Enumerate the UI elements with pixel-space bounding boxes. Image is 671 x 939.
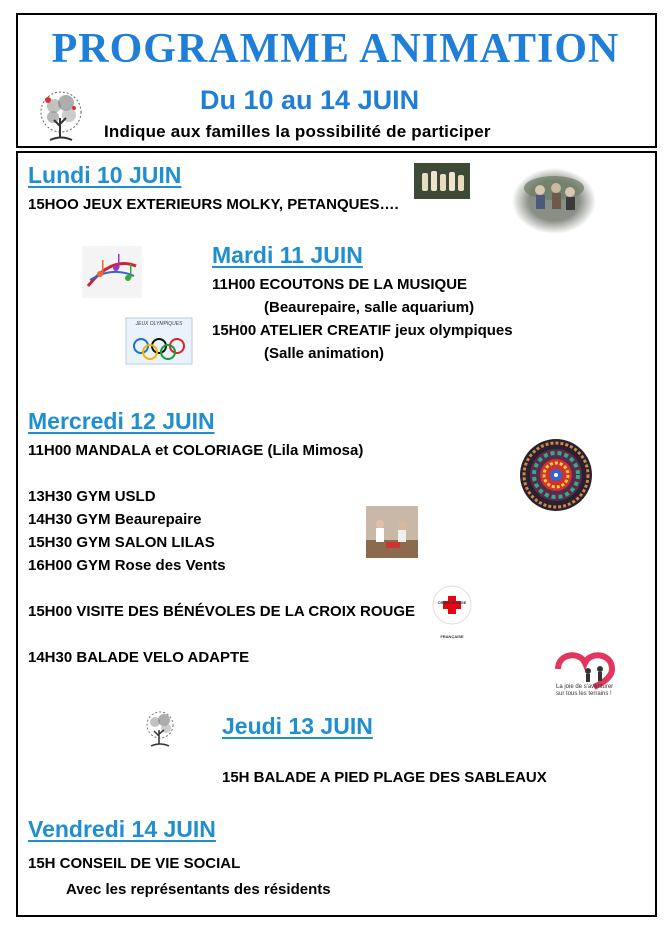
wednesday-event-red-cross: 15H00 VISITE DES BÉNÉVOLES DE LA CROIX ROUGE <box>28 603 416 620</box>
tree-logo-icon <box>36 88 86 148</box>
petanque-photo-icon <box>512 168 596 234</box>
tree-small-icon <box>142 710 178 750</box>
tuesday-event-craft-place: (Salle animation) <box>264 345 385 362</box>
friday-event-council-detail: Avec les représentants des résidents <box>66 881 331 898</box>
wednesday-event-gym-beaurepaire: 14H30 GYM Beaurepaire <box>28 511 202 528</box>
day-thursday-heading: Jeudi 13 JUIN <box>222 713 373 739</box>
gym-photo-icon <box>366 506 418 558</box>
wednesday-event-mandala: 11H00 MANDALA et COLORIAGE (Lila Mimosa) <box>28 442 364 459</box>
friday-event-council: 15H CONSEIL DE VIE SOCIAL <box>28 855 241 872</box>
tuesday-event-music-place: (Beaurepaire, salle aquarium) <box>264 299 475 316</box>
wednesday-event-gym-lilas: 15H30 GYM SALON LILAS <box>28 534 215 551</box>
olympic-card-text: JEUX OLYMPIQUES <box>135 321 183 327</box>
day-friday-heading: Vendredi 14 JUIN <box>28 816 216 842</box>
tuesday-event-craft: 15H00 ATELIER CREATIF jeux olympiques <box>212 322 513 339</box>
page-subtitle: Du 10 au 14 JUIN <box>200 85 420 115</box>
monday-event: 15HOO JEUX EXTERIEURS MOLKY, PETANQUES…. <box>28 196 399 213</box>
day-wednesday-heading: Mercredi 12 JUIN <box>28 408 215 434</box>
thursday-event-walk: 15H BALADE A PIED PLAGE DES SABLEAUX <box>222 769 547 786</box>
day-tuesday-heading: Mardi 11 JUIN <box>212 242 363 268</box>
music-notes-icon <box>82 246 142 298</box>
tuesday-event-music: 11H00 ECOUTONS DE LA MUSIQUE <box>212 276 468 293</box>
wednesday-event-velo: 14H30 BALADE VELO ADAPTE <box>28 649 250 666</box>
wednesday-event-gym-usld: 13H30 GYM USLD <box>28 488 156 505</box>
wednesday-event-gym-rose: 16H00 GYM Rose des Vents <box>28 557 226 574</box>
red-cross-text: CROIX-ROUGE FRANÇAISE <box>437 600 467 639</box>
velo-caption: La joie de s'aventurer sur tous les terrains ! <box>556 684 614 697</box>
family-note: Indique aux familles la possibilité de participer <box>104 122 491 141</box>
day-monday-heading: Lundi 10 JUIN <box>28 162 182 188</box>
mandala-icon <box>519 438 593 512</box>
molky-image-icon <box>414 163 470 199</box>
page-title: PROGRAMME ANIMATION <box>51 26 620 72</box>
